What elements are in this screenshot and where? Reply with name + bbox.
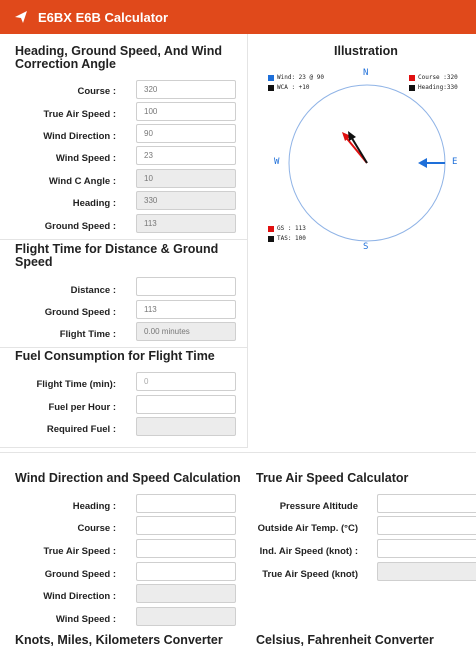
wc-wind-speed-label: Wind Speed : [55,614,116,625]
heading-label: Heading : [72,198,116,209]
ground-speed-label: Ground Speed : [44,221,116,232]
app-title: E6BX E6B Calculator [38,9,169,25]
wind-arrowhead [418,158,427,168]
wind-correction-angle-label: Wind C Angle : [48,176,116,187]
flight-time-section-title: Flight Time for Distance & Ground Speed [15,242,219,269]
plane-icon [14,10,28,24]
wc-course-label: Course : [77,523,116,534]
wind-legend-text: Wind: 23 @ 90 [277,74,324,81]
wc-true-air-speed-label: True Air Speed : [43,546,116,557]
distance-input[interactable] [136,277,236,296]
tas-result-label: True Air Speed (knot) [262,569,358,580]
wind-correction-angle-output: 10 [136,169,236,188]
compass-east-label: E [452,157,458,167]
wind-speed-label: Wind Speed : [55,153,116,164]
course-input[interactable]: 320 [136,80,236,99]
wca-legend-text: WCA : +10 [277,84,310,91]
wind-triangle-illustration [282,78,452,248]
tas-section-title: True Air Speed Calculator [256,471,409,485]
wc-wind-direction-label: Wind Direction : [43,591,116,602]
fuel-flight-time-input[interactable]: 0 [136,372,236,391]
indicated-air-speed-label: Ind. Air Speed (knot) : [259,546,358,557]
required-fuel-label: Required Fuel : [46,424,116,435]
heading-section-title: Heading, Ground Speed, And Wind Correction Angle [15,44,223,71]
gs-legend-text: GS : 113 [277,225,306,232]
heading-output: 330 [136,191,236,210]
required-fuel-output [136,417,236,436]
app-header [0,0,476,34]
wc-true-air-speed-input[interactable] [136,539,236,558]
course-legend-text: Course :320 [418,74,458,81]
wc-wind-direction-output [136,584,236,603]
distance-label: Distance : [70,285,116,296]
wind-calc-section-title: Wind Direction and Speed Calculation [15,471,241,485]
indicated-air-speed-input[interactable] [377,539,476,558]
fuel-per-hour-input[interactable] [136,395,236,414]
tas-result-output [377,562,476,581]
heading-legend-text: Heading:330 [418,84,458,91]
flight-ground-speed-input[interactable]: 113 [136,300,236,319]
fuel-flight-time-label: Flight Time (min): [36,379,116,390]
flight-time-output: 0.00 minutes [136,322,236,341]
illustration-title: Illustration [334,44,398,58]
wc-ground-speed-label: Ground Speed : [44,569,116,580]
pressure-altitude-label: Pressure Altitude [279,501,358,512]
temperature-converter-title: Celsius, Fahrenheit Converter [256,633,434,647]
wind-direction-input[interactable]: 90 [136,124,236,143]
true-air-speed-input[interactable]: 100 [136,102,236,121]
fuel-section-title: Fuel Consumption for Flight Time [15,349,215,363]
flight-ground-speed-label: Ground Speed : [44,307,116,318]
tas-legend-text: TAS: 100 [277,235,306,242]
outside-air-temp-input[interactable] [377,516,476,535]
section-divider [0,452,476,453]
wind-speed-input[interactable]: 23 [136,146,236,165]
wind-direction-label: Wind Direction : [43,131,116,142]
wc-wind-speed-output [136,607,236,626]
fuel-per-hour-label: Fuel per Hour : [48,402,116,413]
compass-north-label: N [363,68,369,78]
outside-air-temp-label: Outside Air Temp. (°C) [257,523,358,534]
knots-converter-title: Knots, Miles, Kilometers Converter [15,633,223,647]
compass-south-label: S [363,242,369,252]
ground-speed-output: 113 [136,214,236,233]
wc-heading-input[interactable] [136,494,236,513]
flight-time-label: Flight Time : [59,329,116,340]
wc-course-input[interactable] [136,516,236,535]
course-label: Course : [77,86,116,97]
true-air-speed-label: True Air Speed : [43,109,116,120]
pressure-altitude-input[interactable] [377,494,476,513]
wc-heading-label: Heading : [72,501,116,512]
heading-vector [350,135,367,163]
compass-west-label: W [274,157,280,167]
wc-ground-speed-input[interactable] [136,562,236,581]
